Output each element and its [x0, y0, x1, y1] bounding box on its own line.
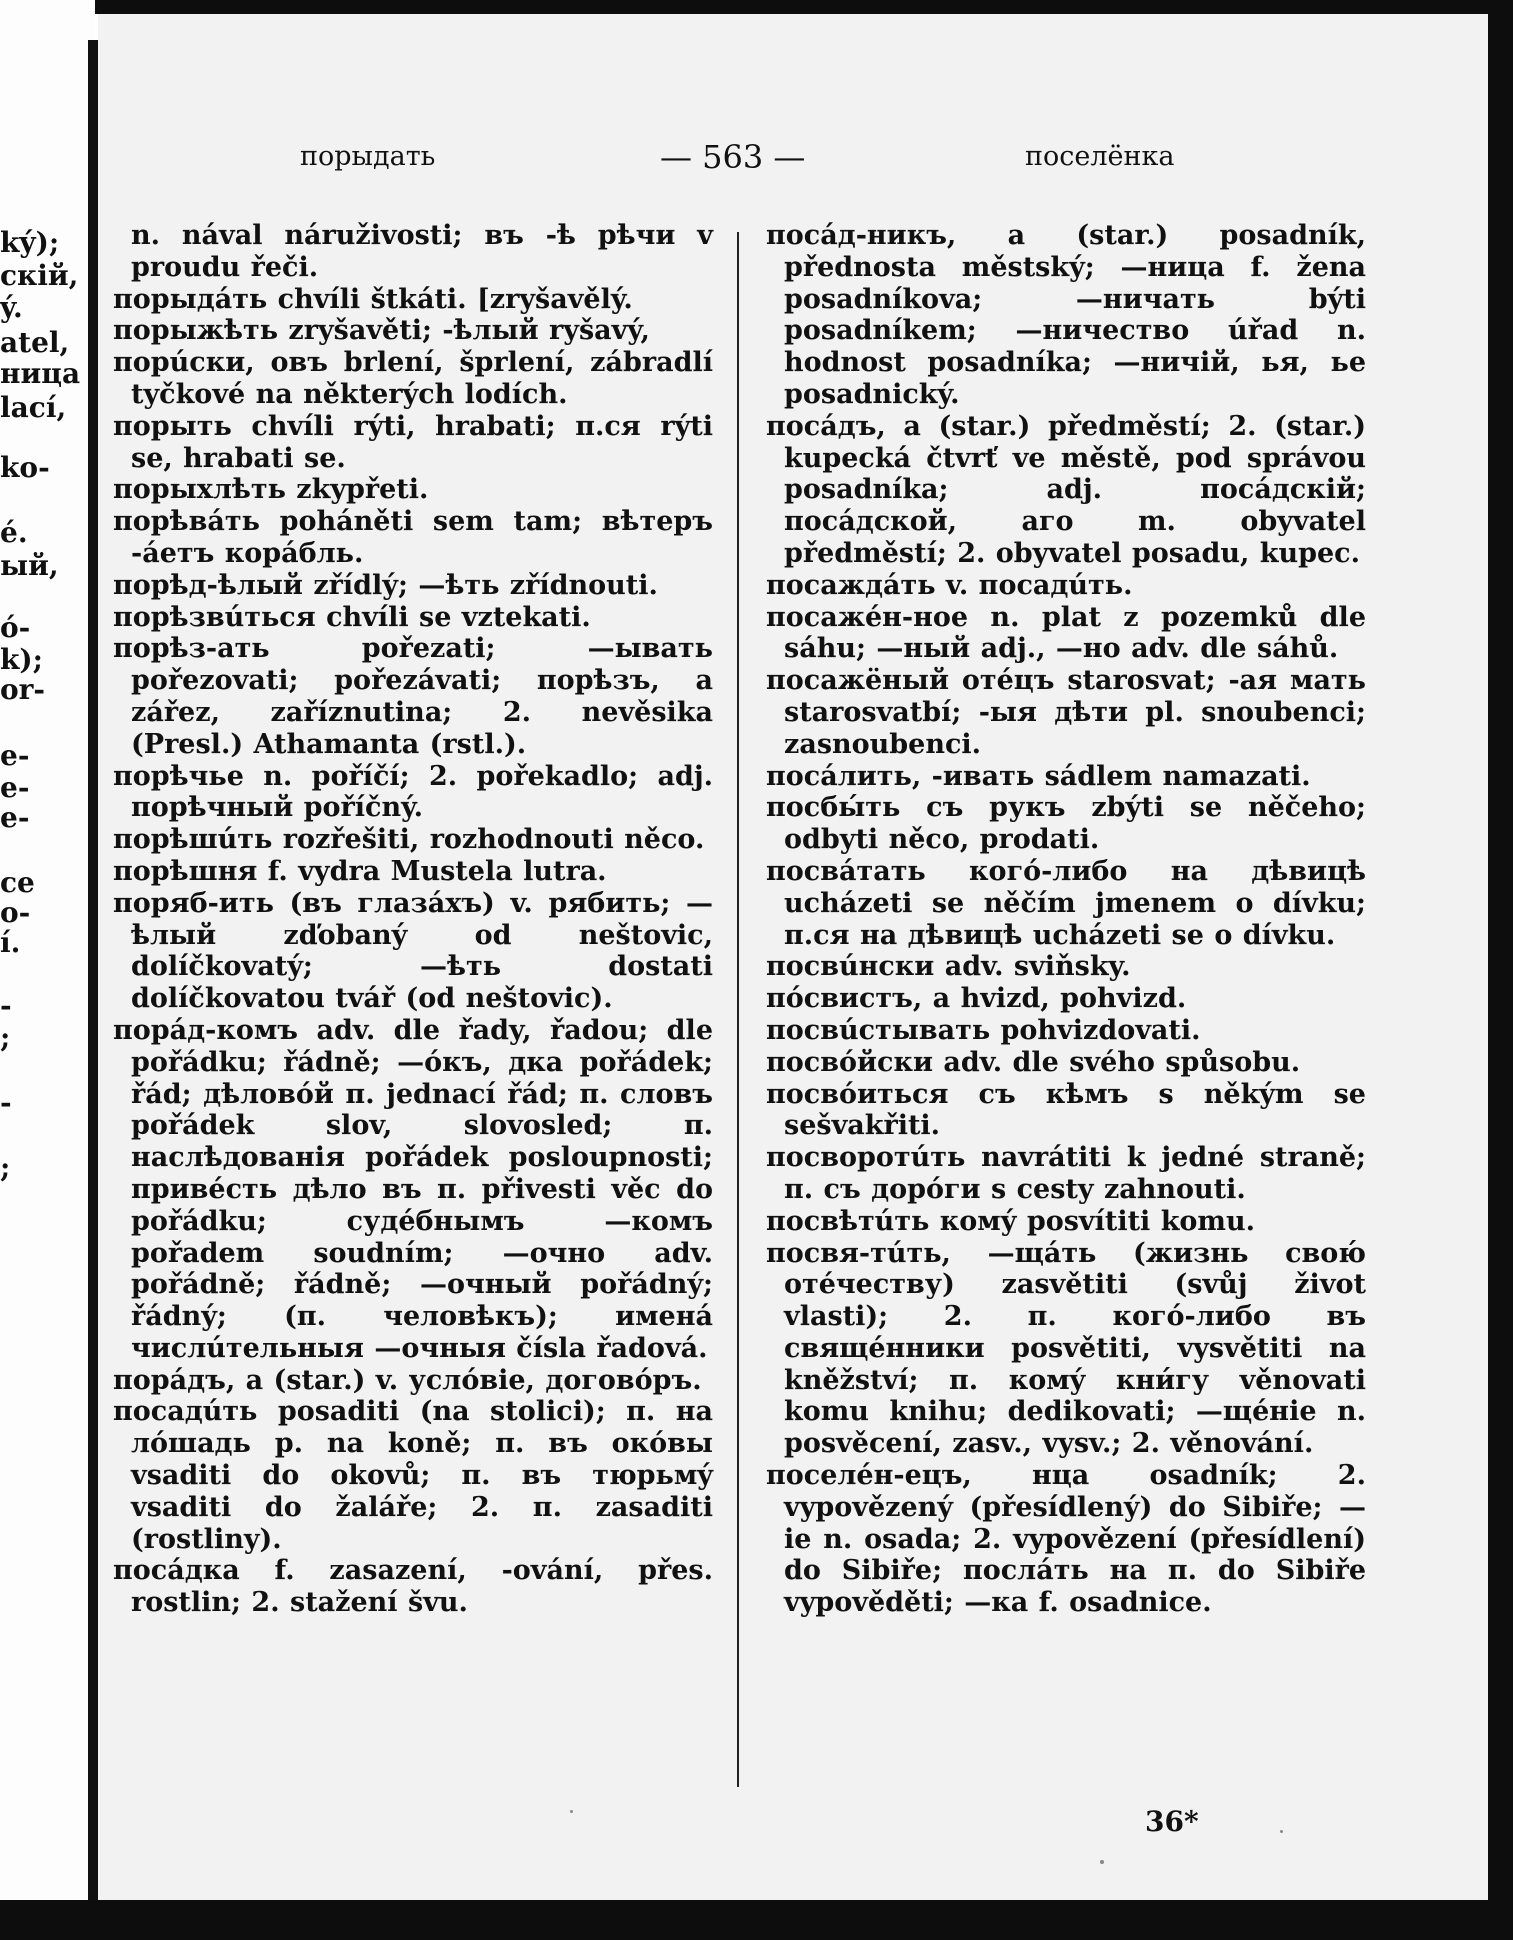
dictionary-entry: посвáтать когó-либо на дѣвицѣ ucházeti se něčím jmenem o dívku; п.ся на дѣвицѣ ucházeti se o dívku. — [766, 855, 1366, 951]
dictionary-entry: посажёный отéцъ starosvat; -ая мать starosvatbí; -ыя дѣти pl. snoubenci; zasnoubenci. — [766, 665, 1366, 760]
dictionary-entry: посáд-никъ, а (star.) posadník, přednosta městský; —ница f. žena posadníkova; —ничать býti posadníkem; —ничество úřad n. hodnost posadníka; —ничій, ья, ье posadnický. — [766, 220, 1366, 410]
dictionary-entry: пóсвистъ, а hvizd, pohvizd. — [766, 983, 1187, 1015]
dictionary-entry: порѣчье n. poříčí; 2. pořekadlo; adj. порѣчный poříčný. — [113, 760, 713, 824]
dictionary-entry: порѣшúть rozřešiti, rozhodnouti něco. — [113, 824, 705, 856]
margin-fragment: - — [0, 989, 12, 1022]
right-column — [766, 220, 1366, 1619]
margin-fragment: or- — [0, 673, 46, 706]
dictionary-entry: посвóйски adv. dle svého spůsobu. — [766, 1046, 1301, 1078]
dictionary-entry: порѣд-ѣлый zřídlý; —ѣть zřídnouti. — [113, 569, 658, 601]
signature-mark: 36* — [1145, 1805, 1199, 1838]
margin-fragment: - — [0, 1086, 12, 1119]
dictionary-entry: порáдъ, а (star.) v. услóвіе, договóръ. — [113, 1364, 702, 1396]
margin-fragment: atel, — [0, 326, 70, 359]
dictionary-entry: порыжѣть zryšavěti; -ѣлый ryšavý, — [113, 315, 650, 347]
previous-page-edge — [0, 0, 95, 1905]
dictionary-entry: посадúть posaditi (na stolici); п. на лóшадь p. na koně; п. въ окóвы vsaditi do okovů; п. въ тюрьмý vsaditi do žaláře; 2. п. zasaditi (rostliny). — [113, 1396, 713, 1555]
margin-fragment: ница — [0, 357, 81, 390]
dictionary-entry: порѣшня f. vydra Mustela lutra. — [113, 855, 607, 887]
dictionary-entry: посвúстывать pohvizdovati. — [766, 1014, 1201, 1046]
dictionary-entry: порыдáть chvíli štkáti. [zryšavělý. — [113, 283, 633, 315]
dictionary-entry: посворотúть navrátiti k jedné straně; п. съ дорóги s cesty zahnouti. — [766, 1142, 1366, 1205]
dictionary-entry: порѣзвúться chvíli se vztekati. — [113, 601, 591, 633]
dictionary-entry: поряб-ить (въ глазáхъ) v. рябить; —ѣлый zďobaný od neštovic, dolíčkovatý; —ѣть dostati dolíčkovatou tvář (od neštovic). — [113, 887, 713, 1015]
margin-fragment: e- — [0, 801, 30, 834]
book-spine-shadow — [88, 40, 98, 1900]
header-left-guide-word: порыдать — [300, 141, 436, 172]
margin-fragment: ký); — [0, 226, 60, 259]
margin-fragment: ó- — [0, 611, 31, 644]
dictionary-entry: посвóиться съ кѣмъ s někým se sešvakřiti. — [766, 1078, 1366, 1142]
scan-top-border — [0, 0, 1513, 14]
margin-fragment: e- — [0, 739, 30, 772]
dictionary-entry: порыхлѣть zkypřeti. — [113, 474, 429, 506]
dictionary-entry: посбы́ть съ рукъ zbýti se něčeho; odbyti něco, prodati. — [766, 792, 1366, 856]
margin-fragment: k); — [0, 643, 43, 676]
dictionary-entry: посажéн-ное n. plat z pozemků dle sáhu; —ный adj., —но adv. dle sáhů. — [766, 601, 1366, 665]
margin-fragment: скій, — [0, 259, 79, 292]
margin-fragment: í. — [0, 926, 21, 959]
dictionary-entry: посáдка f. zasazení, -ování, přes. rostlin; 2. stažení švu. — [113, 1555, 713, 1619]
dictionary-entry: посаждáть v. посадúть. — [766, 569, 1133, 601]
margin-fragment: é. — [0, 516, 28, 549]
margin-fragment: ce — [0, 866, 35, 899]
scan-right-border — [1488, 0, 1513, 1940]
dictionary-entry: посáдъ, а (star.) předměstí; 2. (star.) kupecká čtvrť ve městě, pod správou posadníka; adj. посáдскій; посáдской, аго m. obyvatel předměstí; 2. obyvatel posadu, kupec. — [766, 410, 1366, 569]
column-divider — [737, 232, 739, 1787]
dictionary-entry: посвúнски adv. sviňsky. — [766, 951, 1131, 983]
page-number: — 563 — — [660, 138, 806, 176]
scan-speck — [570, 1810, 573, 1813]
header-right-guide-word: поселёнка — [1025, 141, 1175, 172]
dictionary-entry: поселéн-ецъ, нца osadník; 2. vypovězený (přesídlený) do Sibiře; —іе n. osada; 2. vypovězení (přesídlení) do Sibiře; послáть на п. do Sibiře vypověděti; —ка f. osadnice. — [766, 1460, 1366, 1619]
dictionary-entry: посвя-тúть, —щáть (жизнь свою́ отéчеству) zasvětiti (svůj život vlasti); 2. п. когó-либо въ свящéнники posvětiti, vysvětiti na kněžství; п. комý кни́гу věnovati komu knihu; dedikovati; —щéніе n. posvěcení, zasv., vysv.; 2. věnování. — [766, 1237, 1366, 1460]
dictionary-entry: порѣвáть poháněti sem tam; вѣтеръ -áетъ корáбль. — [113, 506, 713, 569]
dictionary-entry: порáд-комъ adv. dle řady, řadou; dle pořádku; řádně; —óкъ, дка pořádek; řád; дѣловóй п. jednací řád; п. словъ pořádek slov, slovosled; п. наслѣдованія pořádek posloupnosti; привéсть дѣло въ п. přivesti věc do pořádku; судéбнымъ —комъ pořadem soudním; —очно adv. pořádně; řádně; —очный pořádný; řádný; (п. человѣкъ); именá числúтельныя —очныя čísla řadová. — [113, 1014, 713, 1364]
margin-fragment: e- — [0, 771, 30, 804]
left-column — [113, 220, 713, 1619]
margin-fragment: ; — [0, 1021, 11, 1054]
scan-speck — [1280, 1830, 1283, 1833]
dictionary-entry: порыть chvíli rýti, hrabati; п.ся rýti se, hrabati se. — [113, 410, 713, 474]
margin-fragment: o- — [0, 896, 31, 929]
dictionary-entry: порúски, овъ brlení, šprlení, zábradlí tyčkové na některých lodích. — [113, 347, 713, 410]
scan-bottom-border — [0, 1900, 1513, 1940]
margin-fragment: ый, — [0, 549, 59, 582]
dictionary-entry: n. nával náruživosti; въ -ѣ рѣчи v proudu řeči. — [131, 220, 713, 283]
margin-fragment: ý. — [0, 291, 23, 324]
dictionary-entry: посвѣтúть комý posvítiti komu. — [766, 1205, 1256, 1237]
dictionary-entry: порѣз-ать pořezati; —ывать pořezovati; pořezávati; порѣзъ, а zářez, zaříznutina; 2. nevěsika (Presl.) Athamanta (rstl.). — [113, 633, 713, 760]
margin-fragment: ko- — [0, 451, 50, 484]
dictionary-entry: посáлить, -ивать sádlem namazati. — [766, 760, 1311, 792]
scan-speck — [1100, 1860, 1104, 1864]
margin-fragment: lací, — [0, 391, 67, 424]
margin-fragment: ; — [0, 1151, 11, 1184]
